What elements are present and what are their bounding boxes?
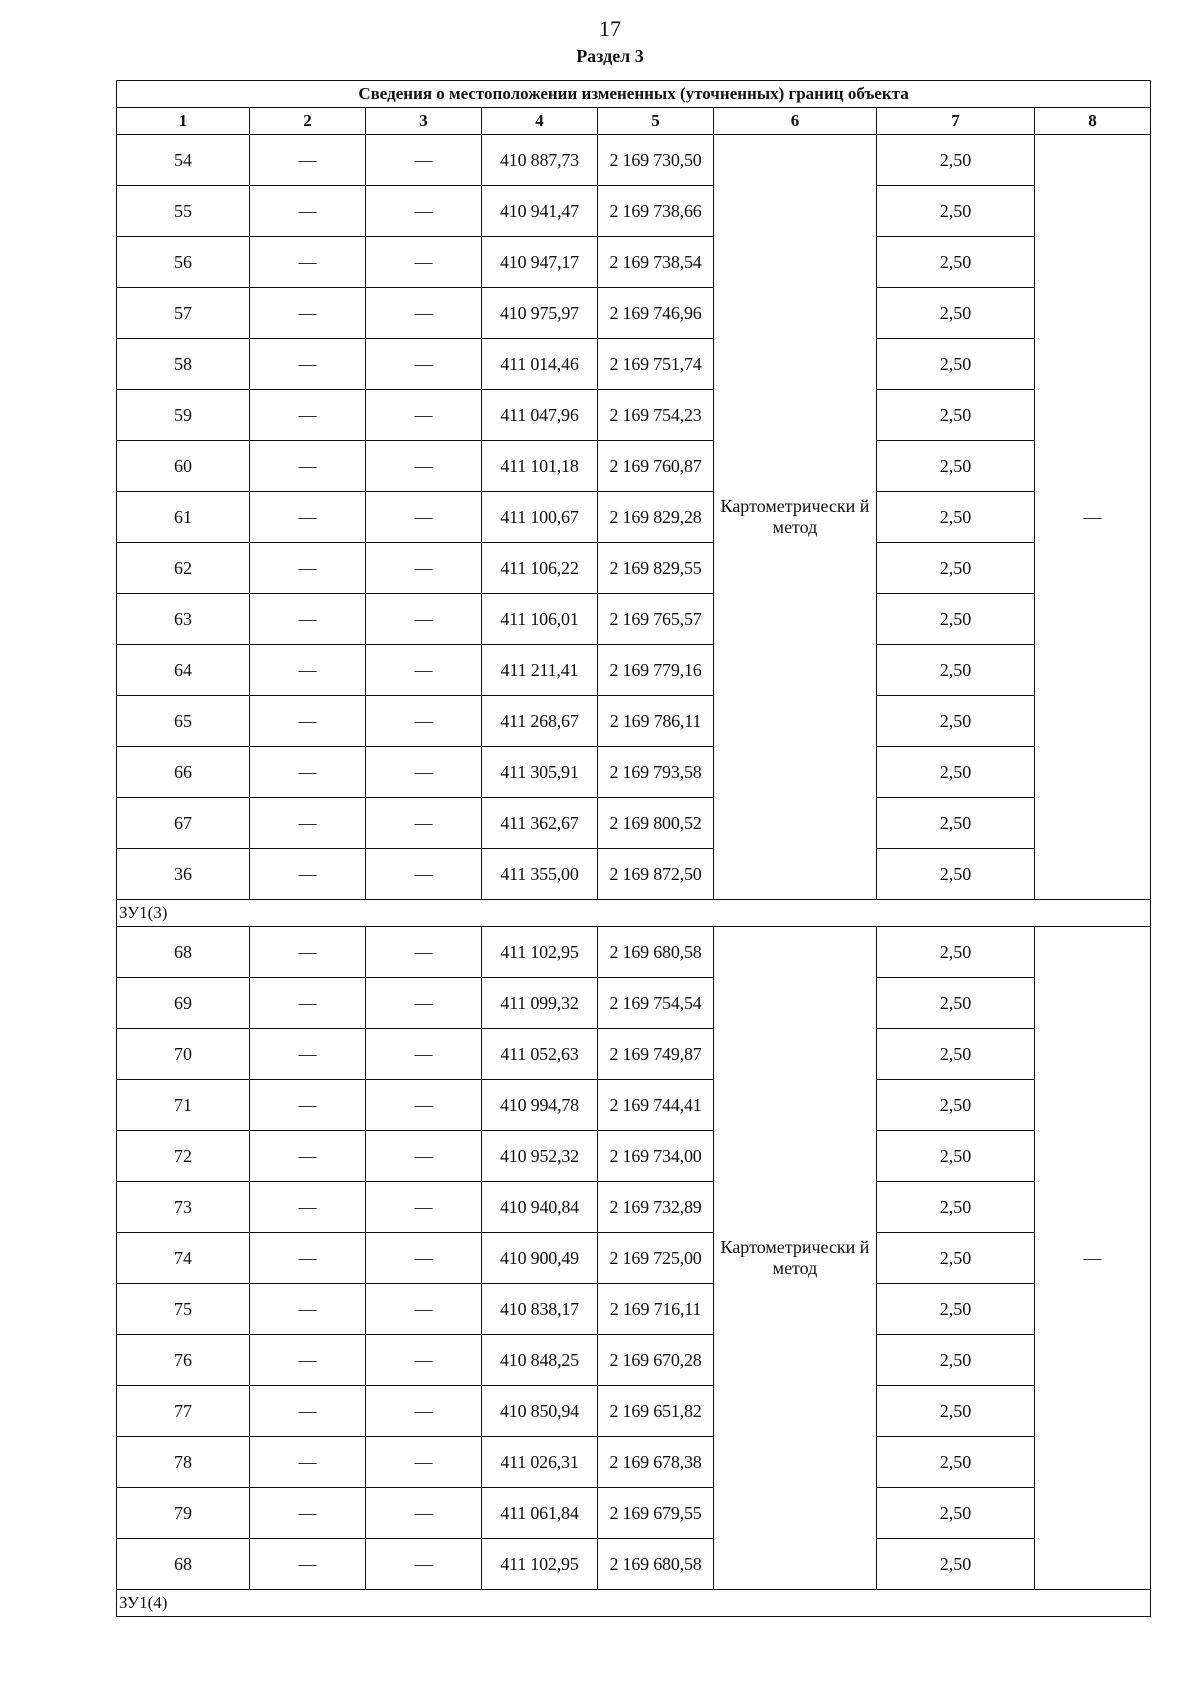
x-coordinate-cell: 411 052,63 — [482, 1029, 598, 1080]
column-3-cell: — — [366, 1233, 482, 1284]
table-row — [117, 1488, 1151, 1539]
accuracy-cell: 2,50 — [877, 594, 1035, 645]
column-2-cell: — — [250, 1233, 366, 1284]
x-coordinate-cell: 410 850,94 — [482, 1386, 598, 1437]
y-coordinate-cell: 2 169 725,00 — [598, 1233, 714, 1284]
column-3-cell: — — [366, 288, 482, 339]
column-2-cell: — — [250, 237, 366, 288]
column-2-cell: — — [250, 186, 366, 237]
column-3-cell: — — [366, 441, 482, 492]
y-coordinate-cell: 2 169 680,58 — [598, 927, 714, 978]
x-coordinate-cell: 411 026,31 — [482, 1437, 598, 1488]
column-2-cell: — — [250, 135, 366, 186]
column-3-cell: — — [366, 594, 482, 645]
point-number-cell: 65 — [117, 696, 250, 747]
y-coordinate-cell: 2 169 738,66 — [598, 186, 714, 237]
y-coordinate-cell: 2 169 746,96 — [598, 288, 714, 339]
point-number-cell: 64 — [117, 645, 250, 696]
point-number-cell: 63 — [117, 594, 250, 645]
column-header: 8 — [1035, 108, 1151, 135]
table-row — [117, 237, 1151, 288]
column-3-cell: — — [366, 1284, 482, 1335]
x-coordinate-cell: 410 940,84 — [482, 1182, 598, 1233]
accuracy-cell: 2,50 — [877, 1233, 1035, 1284]
y-coordinate-cell: 2 169 779,16 — [598, 645, 714, 696]
column-2-cell: — — [250, 339, 366, 390]
point-number-cell: 62 — [117, 543, 250, 594]
accuracy-cell: 2,50 — [877, 135, 1035, 186]
point-number-cell: 75 — [117, 1284, 250, 1335]
accuracy-cell: 2,50 — [877, 927, 1035, 978]
y-coordinate-cell: 2 169 793,58 — [598, 747, 714, 798]
accuracy-cell: 2,50 — [877, 1131, 1035, 1182]
point-number-cell: 70 — [117, 1029, 250, 1080]
accuracy-cell: 2,50 — [877, 1539, 1035, 1590]
column-3-cell: — — [366, 1488, 482, 1539]
column-3-cell: — — [366, 492, 482, 543]
page-number: 17 — [599, 16, 621, 41]
x-coordinate-cell: 410 941,47 — [482, 186, 598, 237]
x-coordinate-cell: 411 099,32 — [482, 978, 598, 1029]
point-number-cell: 72 — [117, 1131, 250, 1182]
accuracy-cell: 2,50 — [877, 747, 1035, 798]
table-row — [117, 1284, 1151, 1335]
column-3-cell: — — [366, 135, 482, 186]
point-number-cell: 68 — [117, 927, 250, 978]
accuracy-cell: 2,50 — [877, 645, 1035, 696]
y-coordinate-cell: 2 169 754,23 — [598, 390, 714, 441]
column-3-cell: — — [366, 543, 482, 594]
column-2-cell: — — [250, 1437, 366, 1488]
column-header: 4 — [482, 108, 598, 135]
column-2-cell: — — [250, 594, 366, 645]
column-2-cell: — — [250, 1182, 366, 1233]
column-3-cell: — — [366, 747, 482, 798]
column-2-cell: — — [250, 645, 366, 696]
point-number-cell: 76 — [117, 1335, 250, 1386]
x-coordinate-cell: 411 106,01 — [482, 594, 598, 645]
x-coordinate-cell: 410 952,32 — [482, 1131, 598, 1182]
table-row — [117, 1080, 1151, 1131]
column-3-cell: — — [366, 798, 482, 849]
table-row — [117, 1182, 1151, 1233]
column-2-cell: — — [250, 1488, 366, 1539]
table-row — [117, 594, 1151, 645]
group-label: ЗУ1(4) — [117, 1590, 1151, 1617]
y-coordinate-cell: 2 169 734,00 — [598, 1131, 714, 1182]
table-row — [117, 1437, 1151, 1488]
column-2-cell: — — [250, 441, 366, 492]
point-number-cell: 57 — [117, 288, 250, 339]
column-3-cell: — — [366, 1437, 482, 1488]
accuracy-cell: 2,50 — [877, 978, 1035, 1029]
x-coordinate-cell: 411 211,41 — [482, 645, 598, 696]
accuracy-cell: 2,50 — [877, 1437, 1035, 1488]
column-2-cell: — — [250, 927, 366, 978]
column-2-cell: — — [250, 492, 366, 543]
column-2-cell: — — [250, 696, 366, 747]
column-3-cell: — — [366, 1029, 482, 1080]
y-coordinate-cell: 2 169 732,89 — [598, 1182, 714, 1233]
accuracy-cell: 2,50 — [877, 1080, 1035, 1131]
column-2-cell: — — [250, 1131, 366, 1182]
table-caption-row — [117, 81, 1151, 108]
coordinates-table — [116, 80, 1151, 1617]
point-number-cell: 60 — [117, 441, 250, 492]
column-header: 3 — [366, 108, 482, 135]
x-coordinate-cell: 410 848,25 — [482, 1335, 598, 1386]
point-number-cell: 66 — [117, 747, 250, 798]
x-coordinate-cell: 411 100,67 — [482, 492, 598, 543]
table-row — [117, 1233, 1151, 1284]
column-2-cell: — — [250, 798, 366, 849]
accuracy-cell: 2,50 — [877, 1284, 1035, 1335]
column-2-cell: — — [250, 1386, 366, 1437]
column-3-cell: — — [366, 927, 482, 978]
accuracy-cell: 2,50 — [877, 441, 1035, 492]
point-number-cell: 55 — [117, 186, 250, 237]
column-3-cell: — — [366, 1182, 482, 1233]
column-3-cell: — — [366, 186, 482, 237]
y-coordinate-cell: 2 169 680,58 — [598, 1539, 714, 1590]
accuracy-cell: 2,50 — [877, 1488, 1035, 1539]
column-header: 6 — [714, 108, 877, 135]
y-coordinate-cell: 2 169 829,55 — [598, 543, 714, 594]
column-header: 1 — [117, 108, 250, 135]
x-coordinate-cell: 410 975,97 — [482, 288, 598, 339]
table-row — [117, 390, 1151, 441]
column-3-cell: — — [366, 1539, 482, 1590]
table-row — [117, 339, 1151, 390]
column-2-cell: — — [250, 288, 366, 339]
x-coordinate-cell: 411 101,18 — [482, 441, 598, 492]
table-row — [117, 288, 1151, 339]
y-coordinate-cell: 2 169 754,54 — [598, 978, 714, 1029]
column-8-cell: — — [1035, 927, 1151, 1590]
point-number-cell: 78 — [117, 1437, 250, 1488]
table-row — [117, 135, 1151, 186]
column-2-cell: — — [250, 390, 366, 441]
accuracy-cell: 2,50 — [877, 1386, 1035, 1437]
accuracy-cell: 2,50 — [877, 390, 1035, 441]
accuracy-cell: 2,50 — [877, 1182, 1035, 1233]
column-header: 2 — [250, 108, 366, 135]
method-cell: Картометрически й метод — [714, 135, 877, 900]
y-coordinate-cell: 2 169 651,82 — [598, 1386, 714, 1437]
column-3-cell: — — [366, 1131, 482, 1182]
column-2-cell: — — [250, 1029, 366, 1080]
column-2-cell: — — [250, 1539, 366, 1590]
point-number-cell: 59 — [117, 390, 250, 441]
point-number-cell: 68 — [117, 1539, 250, 1590]
column-3-cell: — — [366, 978, 482, 1029]
y-coordinate-cell: 2 169 800,52 — [598, 798, 714, 849]
x-coordinate-cell: 410 887,73 — [482, 135, 598, 186]
column-2-cell: — — [250, 1335, 366, 1386]
column-2-cell: — — [250, 978, 366, 1029]
y-coordinate-cell: 2 169 679,55 — [598, 1488, 714, 1539]
method-cell: Картометрически й метод — [714, 927, 877, 1590]
group-label-row — [117, 900, 1151, 927]
column-2-cell: — — [250, 1080, 366, 1131]
point-number-cell: 77 — [117, 1386, 250, 1437]
x-coordinate-cell: 411 047,96 — [482, 390, 598, 441]
point-number-cell: 61 — [117, 492, 250, 543]
table-header-row — [117, 108, 1151, 135]
table-row — [117, 696, 1151, 747]
x-coordinate-cell: 411 102,95 — [482, 927, 598, 978]
y-coordinate-cell: 2 169 751,74 — [598, 339, 714, 390]
table-row — [117, 492, 1151, 543]
x-coordinate-cell: 410 900,49 — [482, 1233, 598, 1284]
table-row — [117, 645, 1151, 696]
column-2-cell: — — [250, 543, 366, 594]
y-coordinate-cell: 2 169 730,50 — [598, 135, 714, 186]
table-row — [117, 1029, 1151, 1080]
table-row — [117, 441, 1151, 492]
column-header: 5 — [598, 108, 714, 135]
point-number-cell: 69 — [117, 978, 250, 1029]
section-title: Раздел 3 — [576, 46, 644, 66]
table-row — [117, 186, 1151, 237]
table-row — [117, 978, 1151, 1029]
column-3-cell: — — [366, 696, 482, 747]
table-row — [117, 798, 1151, 849]
table-row — [117, 1539, 1151, 1590]
point-number-cell: 73 — [117, 1182, 250, 1233]
x-coordinate-cell: 411 305,91 — [482, 747, 598, 798]
y-coordinate-cell: 2 169 786,11 — [598, 696, 714, 747]
y-coordinate-cell: 2 169 765,57 — [598, 594, 714, 645]
x-coordinate-cell: 410 947,17 — [482, 237, 598, 288]
column-3-cell: — — [366, 237, 482, 288]
column-3-cell: — — [366, 390, 482, 441]
column-8-cell: — — [1035, 135, 1151, 900]
y-coordinate-cell: 2 169 744,41 — [598, 1080, 714, 1131]
table-row — [117, 747, 1151, 798]
point-number-cell: 36 — [117, 849, 250, 900]
table-row — [117, 1386, 1151, 1437]
table-row — [117, 543, 1151, 594]
point-number-cell: 79 — [117, 1488, 250, 1539]
column-3-cell: — — [366, 1335, 482, 1386]
group-label: ЗУ1(3) — [117, 900, 1151, 927]
x-coordinate-cell: 410 838,17 — [482, 1284, 598, 1335]
table-row — [117, 849, 1151, 900]
y-coordinate-cell: 2 169 670,28 — [598, 1335, 714, 1386]
accuracy-cell: 2,50 — [877, 186, 1035, 237]
x-coordinate-cell: 411 102,95 — [482, 1539, 598, 1590]
group-label-row — [117, 1590, 1151, 1617]
y-coordinate-cell: 2 169 716,11 — [598, 1284, 714, 1335]
column-3-cell: — — [366, 1386, 482, 1437]
column-2-cell: — — [250, 849, 366, 900]
accuracy-cell: 2,50 — [877, 798, 1035, 849]
accuracy-cell: 2,50 — [877, 339, 1035, 390]
accuracy-cell: 2,50 — [877, 492, 1035, 543]
x-coordinate-cell: 411 355,00 — [482, 849, 598, 900]
y-coordinate-cell: 2 169 749,87 — [598, 1029, 714, 1080]
point-number-cell: 56 — [117, 237, 250, 288]
y-coordinate-cell: 2 169 760,87 — [598, 441, 714, 492]
accuracy-cell: 2,50 — [877, 1029, 1035, 1080]
column-2-cell: — — [250, 1284, 366, 1335]
x-coordinate-cell: 411 014,46 — [482, 339, 598, 390]
accuracy-cell: 2,50 — [877, 849, 1035, 900]
accuracy-cell: 2,50 — [877, 288, 1035, 339]
accuracy-cell: 2,50 — [877, 543, 1035, 594]
point-number-cell: 74 — [117, 1233, 250, 1284]
table-row — [117, 1131, 1151, 1182]
accuracy-cell: 2,50 — [877, 1335, 1035, 1386]
point-number-cell: 58 — [117, 339, 250, 390]
y-coordinate-cell: 2 169 738,54 — [598, 237, 714, 288]
column-3-cell: — — [366, 849, 482, 900]
y-coordinate-cell: 2 169 678,38 — [598, 1437, 714, 1488]
column-header: 7 — [877, 108, 1035, 135]
accuracy-cell: 2,50 — [877, 696, 1035, 747]
x-coordinate-cell: 411 268,67 — [482, 696, 598, 747]
table-row — [117, 1335, 1151, 1386]
x-coordinate-cell: 410 994,78 — [482, 1080, 598, 1131]
table-caption: Сведения о местоположении измененных (уточненных) границ объекта — [117, 81, 1151, 108]
y-coordinate-cell: 2 169 872,50 — [598, 849, 714, 900]
x-coordinate-cell: 411 362,67 — [482, 798, 598, 849]
accuracy-cell: 2,50 — [877, 237, 1035, 288]
column-3-cell: — — [366, 339, 482, 390]
column-3-cell: — — [366, 1080, 482, 1131]
column-3-cell: — — [366, 645, 482, 696]
y-coordinate-cell: 2 169 829,28 — [598, 492, 714, 543]
table-row — [117, 927, 1151, 978]
column-2-cell: — — [250, 747, 366, 798]
point-number-cell: 71 — [117, 1080, 250, 1131]
point-number-cell: 54 — [117, 135, 250, 186]
x-coordinate-cell: 411 106,22 — [482, 543, 598, 594]
x-coordinate-cell: 411 061,84 — [482, 1488, 598, 1539]
point-number-cell: 67 — [117, 798, 250, 849]
